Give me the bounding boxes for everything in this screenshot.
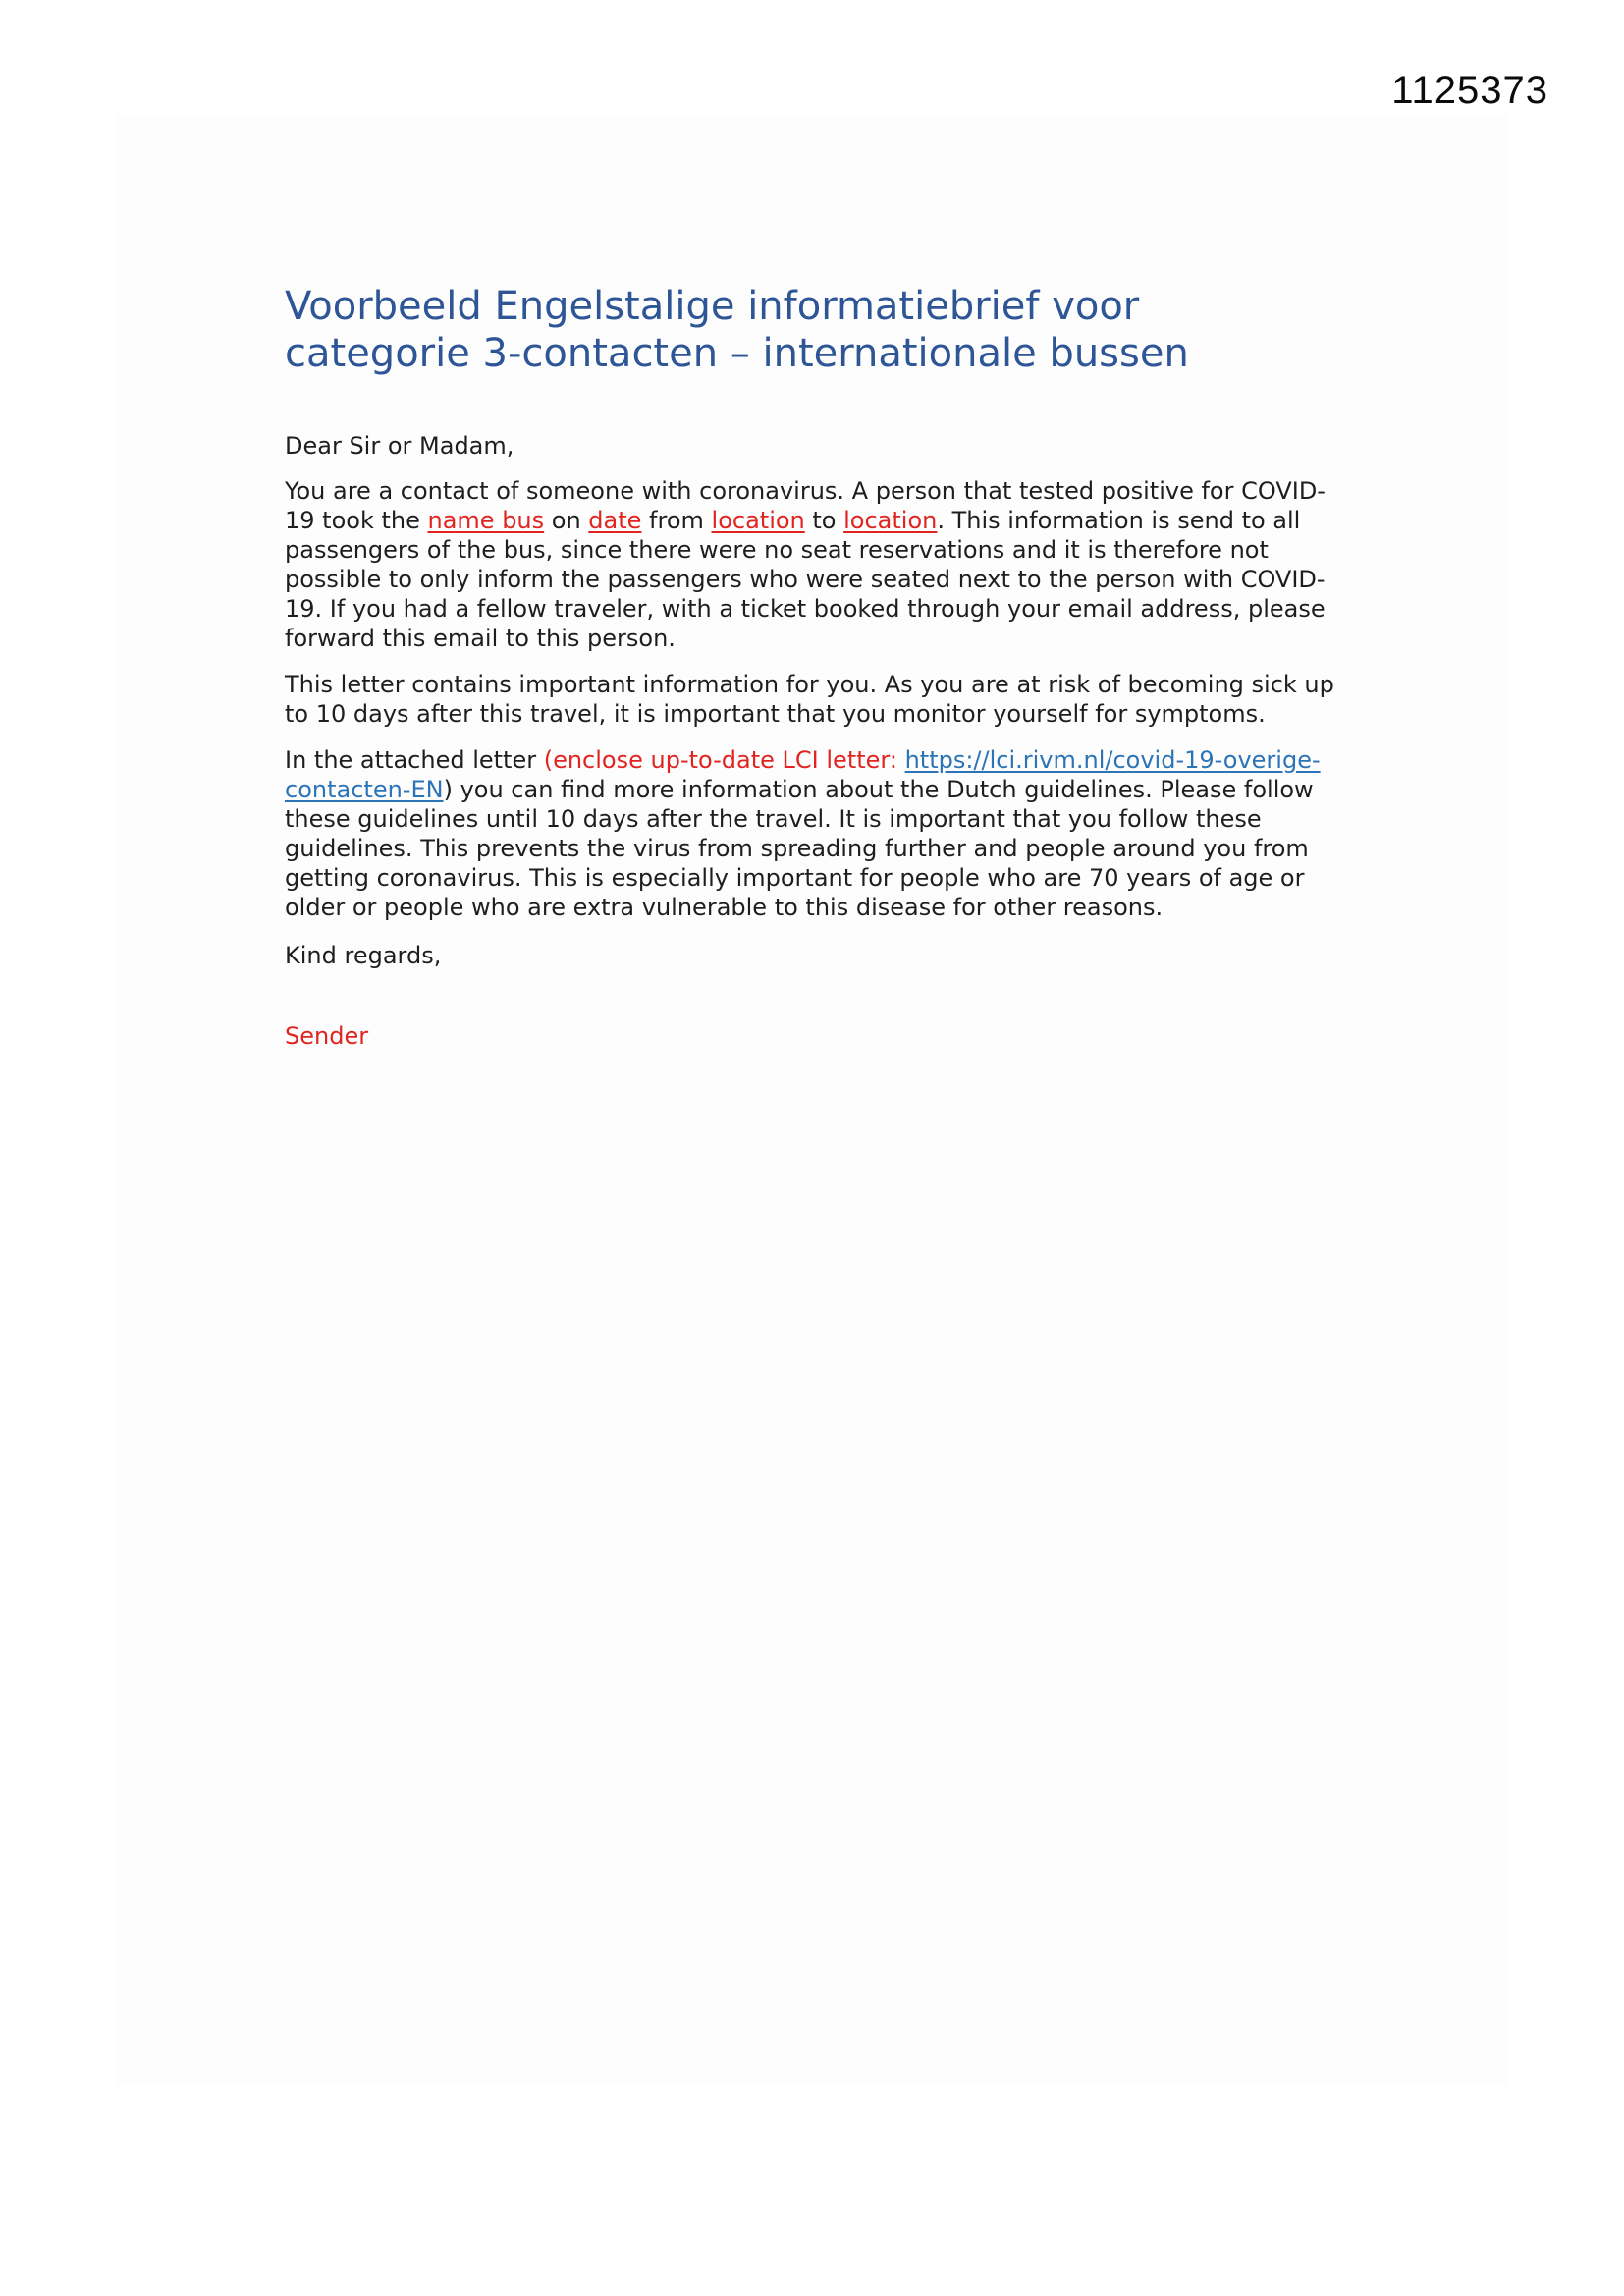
text-run: from [641,507,712,534]
text-run: This letter contains important information for you. As you are at risk of becoming sick up to 10 days after this travel, it is important that you monitor yourself for symptoms. [285,671,1334,728]
placeholder-field: location [843,507,938,534]
letter-title [285,283,1343,377]
placeholder-field: location [711,507,805,534]
text-run: ) you can find more information about the Dutch guidelines. Please follow these guidelines until 10 days after the travel. It is important that you follow these guidelines. This prevents the virus from spreading further and people around you from getting coronavirus. This is especially important for people who are 70 years of age or older or people who are extra vulnerable to this disease for other reasons. [285,776,1314,921]
closing: Kind regards, [285,942,442,969]
text-run: . This information is send to all passengers of the bus, since there were no seat reservations and it is therefore not possible to only inform the passengers who were seated next to the person with COVID-19. If you had a fellow traveler, with a ticket booked through your email address, please forward this email to this person. [285,507,1326,652]
salutation: Dear Sir or Madam, [285,432,514,460]
title-line-2: categorie 3-contacten – internationale bussen [285,331,1189,376]
text-run: You are a contact of someone with coronavirus. A person that tested positive for COVID-19 took the [285,477,1326,534]
paragraph-guidelines [285,745,1343,922]
document-number: 1125373 [1391,69,1548,112]
text-run: In the attached letter [285,746,544,774]
hyperlink[interactable]: https://lci.rivm.nl/covid-19-overige-contacten-EN [285,746,1321,803]
placeholder-field: name bus [427,507,545,534]
signature-sender: Sender [285,1022,369,1050]
red-note: (enclose up-to-date LCI letter: [543,746,905,774]
placeholder-field: date [588,507,642,534]
title-line-1: Voorbeeld Engelstalige informatiebrief voor [285,284,1140,329]
document-page [116,115,1508,2085]
text-run: to [804,507,844,534]
paragraph-intro [285,476,1343,653]
text-run: on [544,507,589,534]
paragraph-monitor [285,670,1343,729]
letter-content [285,283,1343,1067]
